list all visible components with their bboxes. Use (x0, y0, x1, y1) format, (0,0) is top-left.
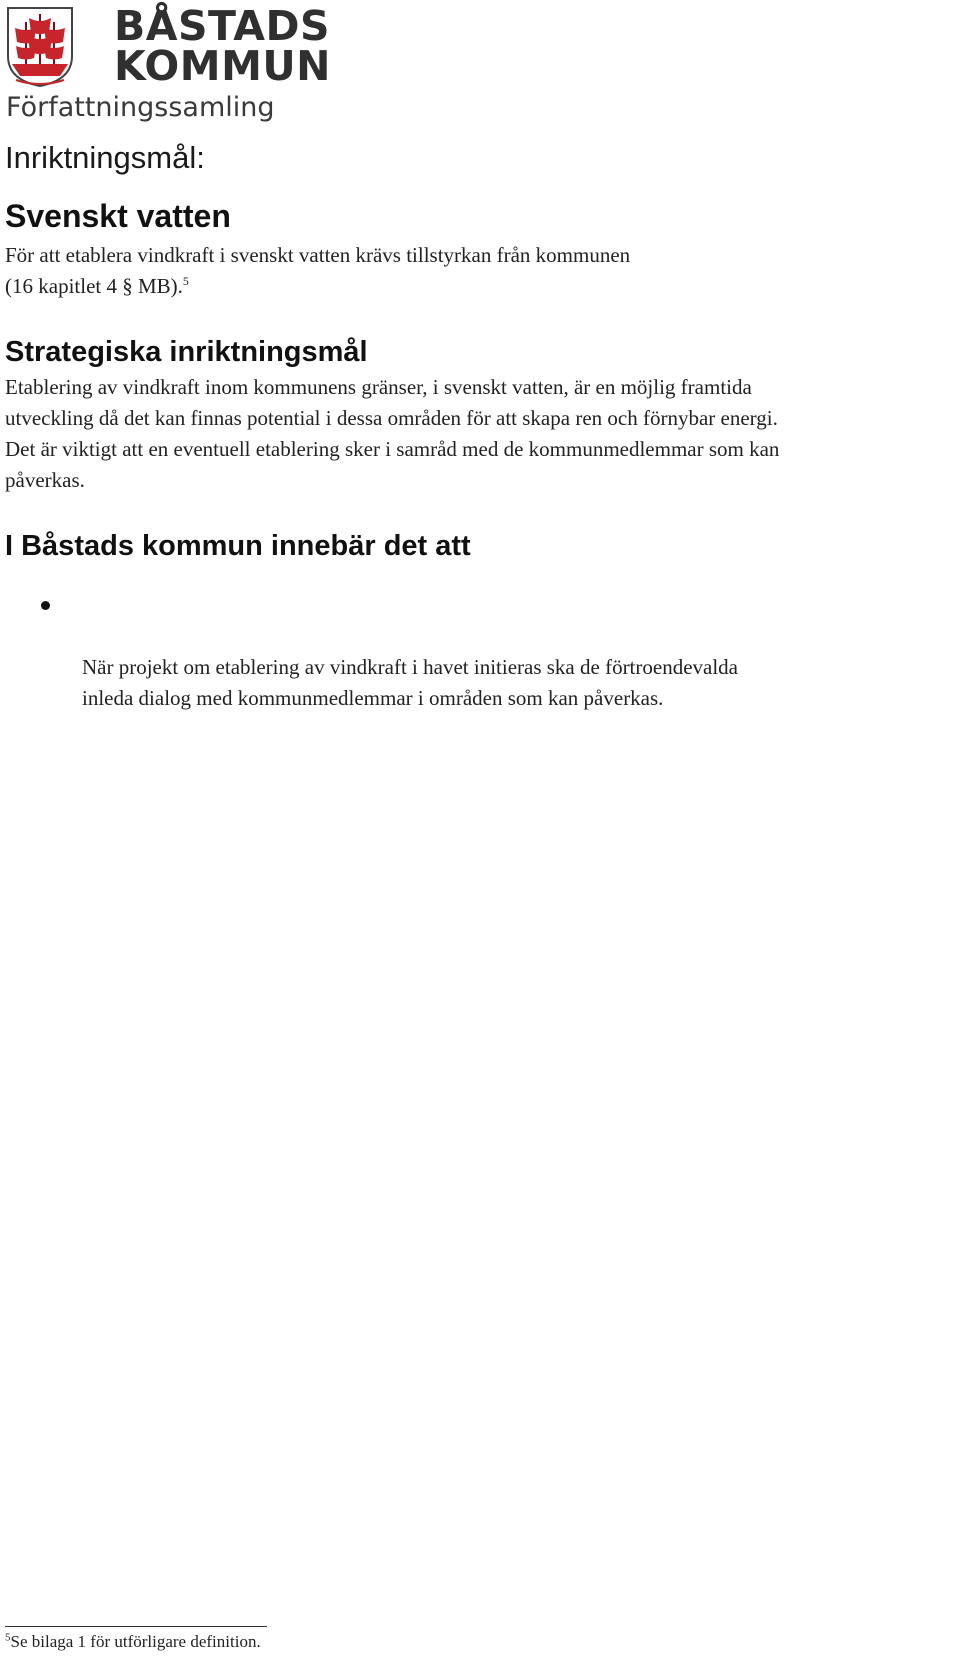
section-text-svenskt-vatten (5, 240, 945, 302)
footnote (5, 1632, 261, 1652)
section-text-body: För att etablera vindkraft i svenskt vatten krävs tillstyrkan från kommunen (16 kapitlet 4 § MB). (5, 243, 631, 298)
section-heading-svenskt-vatten: Svenskt vatten (5, 198, 231, 234)
list-item (0, 590, 950, 714)
list-item-text: När projekt om etablering av vindkraft i havet initieras ska de förtroendevalda inleda dialog med kommunmedlemmar i områden som kan påverkas. (82, 655, 739, 710)
brand-subtitle: Författningssamling (6, 92, 275, 123)
section-heading-bastad-kommun: I Båstads kommun innebär det att (5, 530, 471, 562)
brand-name-line2: KOMMUN (114, 42, 331, 90)
bullet-list (0, 590, 950, 714)
footnote-number: 5 (5, 1631, 11, 1644)
footnote-divider (5, 1626, 267, 1627)
footnote-reference[interactable]: 5 (182, 274, 189, 288)
section-text-strategiska: Etablering av vindkraft inom kommunens gränser, i svenskt vatten, är en möjlig framtida utveckling då det kan finnas potential i dessa områden för att skapa ren och förnybar energi. Det är viktigt att en eventuell etablering sker i samråd med de kommunmedlemmar som kan påverkas. (5, 375, 780, 492)
footnote-text: Se bilaga 1 för utförligare definition. (10, 1632, 261, 1651)
bullet-icon (41, 601, 50, 610)
page-title: Inriktningsmål: (5, 140, 205, 175)
section-heading-strategiska: Strategiska inriktningsmål (5, 336, 368, 368)
brand-name-line1: BÅSTADS (114, 2, 331, 50)
document-header (6, 2, 331, 126)
ship-crest-icon (6, 6, 74, 88)
